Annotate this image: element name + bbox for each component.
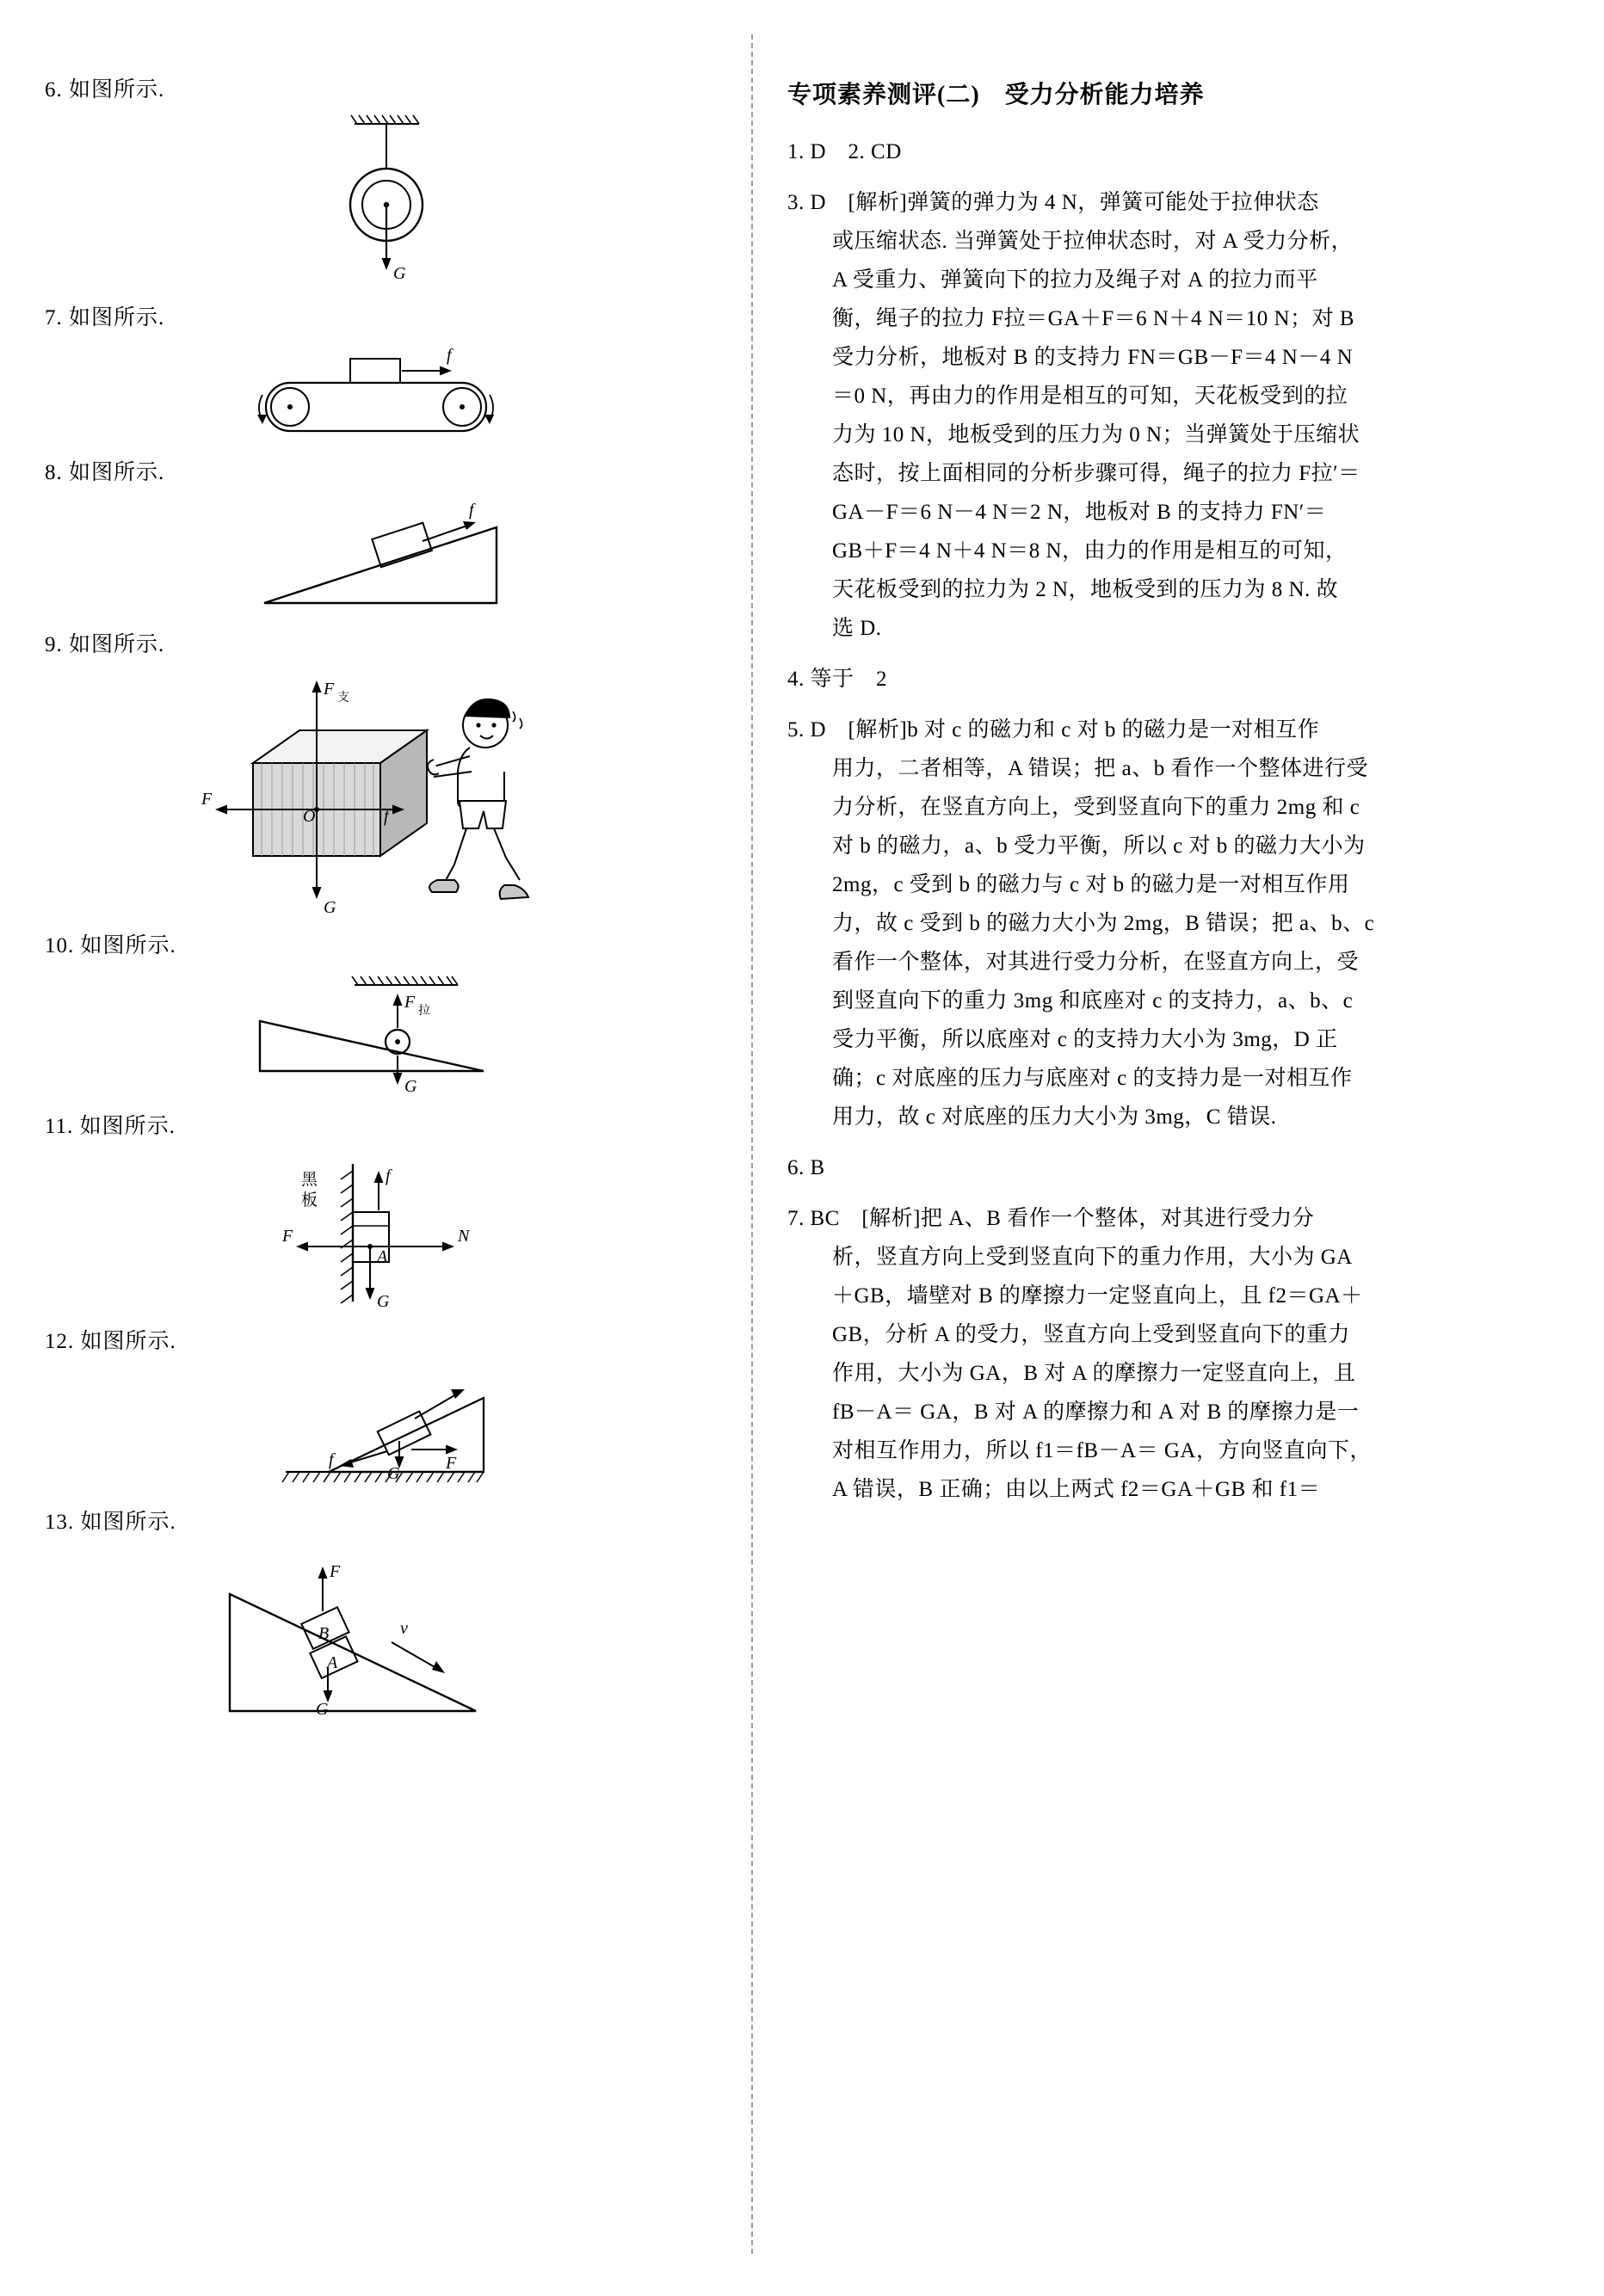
list-item [45,304,725,450]
figure-label: F [324,680,335,699]
list-item [45,1508,725,1740]
figure-label: f [384,807,389,826]
list-item [45,459,725,622]
answer-3-l1: 或压缩状态. 当弹簧处于拉伸状态时，对 A 受力分析， [832,230,1354,253]
left-column [45,76,725,1749]
answer-6 [787,1148,1562,1187]
answer-5-l4: 2mg，c 受到 b 的磁力与 c 对 b 的磁力是一对相互作用 [832,873,1350,896]
figure-incline-two-blocks [45,1542,725,1740]
figure-label: F [330,1562,341,1581]
list-item [45,76,725,295]
answer-5 [787,711,1562,1136]
figure-label: B [318,1624,330,1643]
answer-3-l5: ＝0 N，再由力的作用是相互的可知，天花板受到的拉 [832,385,1348,408]
figure-label: f [447,346,452,365]
answer-7-l0: 7. BC [解析]把 A、B 看作一个整体，对其进行受力分 [787,1207,1315,1230]
right-column [787,76,1562,1521]
list-item [45,932,725,1104]
figure-label: f [329,1450,334,1469]
figure-label: N [458,1227,470,1246]
answer-3-l11: 选 D. [832,617,882,640]
figure-label: G [377,1292,390,1311]
figure-label: G [393,264,406,283]
figure-label: G [387,1464,400,1483]
item-label-10: 10. 如图所示. [45,934,176,957]
figure-label: G [324,898,336,917]
answer-5-l1: 用力，二者相等，A 错误；把 a、b 看作一个整体进行受 [832,757,1369,780]
figure-label: 拉 [418,1005,430,1018]
answer-3-l10: 天花板受到的拉力为 2 N，地板受到的压力为 8 N. 故 [832,578,1339,601]
answer-7-l3: GB，分析 A 的受力，竖直方向上受到竖直向下的重力 [832,1323,1350,1346]
figure-label: f [469,501,474,520]
figure-person-pushing-box [45,665,725,923]
answer-3-l7: 态时，按上面相同的分析步骤可得，绳子的拉力 F拉′＝ [832,462,1360,485]
answer-5-l2: 力分析，在竖直方向上，受到竖直向下的重力 2mg 和 c [832,796,1360,819]
answer-7-l6: 对相互作用力，所以 f1＝fB－A＝ GA，方向竖直向下， [832,1439,1372,1462]
answer-5-l0: 5. D [解析]b 对 c 的磁力和 c 对 b 的磁力是一对相互作 [787,718,1320,742]
item-label-11: 11. 如图所示. [45,1115,176,1138]
figure-label: f [386,1166,391,1185]
answer-3-l6: 力为 10 N，地板受到的压力为 0 N；当弹簧处于压缩状 [832,423,1360,446]
page-title: 专项素养测评(二) 受力分析能力培养 [787,82,1205,108]
answer-3-l9: GB＋F＝4 N＋4 N＝8 N，由力的作用是相互的可知， [832,539,1348,563]
answer-5-l5: 力，故 c 受到 b 的磁力大小为 2mg，B 错误；把 a、b、c [832,912,1375,935]
list-item [45,1112,725,1319]
answer-7 [787,1199,1562,1509]
list-item [45,631,725,923]
figure-label: F [282,1227,293,1246]
answer-6-text: 6. B [787,1156,825,1179]
figure-label: F [201,790,213,809]
answer-1-text: 1. D 2. CD [787,140,902,163]
column-divider [751,34,753,2254]
figure-pulley-hanging-ball [45,110,725,295]
answer-5-l10: 用力，故 c 对底座的压力大小为 3mg，C 错误. [832,1105,1277,1129]
answer-7-l7: A 错误，B 正确；由以上两式 f2＝GA＋GB 和 f1＝ [832,1478,1321,1501]
answer-4-text: 4. 等于 2 [787,668,888,691]
figure-label: v [400,1619,408,1638]
figure-label: F [446,1454,457,1473]
figure-blackboard-eraser [45,1147,725,1319]
figure-label: G [404,1077,417,1096]
item-label-9: 9. 如图所示. [45,633,165,656]
answer-3-l8: GA－F＝6 N－4 N＝2 N，地板对 B 的支持力 FN′＝ [832,501,1327,524]
answer-3-l3: 衡，绳子的拉力 F拉＝GA＋F＝6 N＋4 N＝10 N；对 B [832,307,1355,330]
item-label-8: 8. 如图所示. [45,461,165,484]
figure-label: 板 [301,1191,318,1210]
figure-incline-block-pushed-up [45,1362,725,1499]
answer-7-l1: 析，竖直方向上受到竖直向下的重力作用，大小为 GA [832,1246,1353,1269]
answer-5-l7: 到竖直向下的重力 3mg 和底座对 c 的支持力，a、b、c [832,989,1354,1013]
figure-label: F [404,993,416,1012]
answer-7-l4: 作用，大小为 GA，B 对 A 的摩擦力一定竖直向上，且 [832,1362,1356,1385]
answer-5-l3: 对 b 的磁力，a、b 受力平衡，所以 c 对 b 的磁力大小为 [832,834,1366,858]
figure-label: O [303,807,316,826]
answer-5-l9: 确；c 对底座的压力与底座对 c 的支持力是一对相互作 [832,1067,1353,1090]
item-label-6: 6. 如图所示. [45,78,165,102]
figure-label: A [377,1247,388,1266]
answer-3-l0: 3. D [解析]弹簧的弹力为 4 N，弹簧可能处于拉伸状态 [787,191,1319,214]
item-label-12: 12. 如图所示. [45,1330,176,1353]
item-label-7: 7. 如图所示. [45,306,165,329]
answer-3-l4: 受力分析，地板对 B 的支持力 FN＝GB－F＝4 N－4 N [832,346,1354,369]
answer-7-l2: ＋GB，墙壁对 B 的摩擦力一定竖直向上，且 f2＝GA＋ [832,1284,1363,1308]
answer-3 [787,183,1562,648]
list-item [45,1327,725,1499]
figure-conveyor-belt-block [45,338,725,450]
figure-label: 支 [337,692,349,705]
answer-4 [787,660,1562,699]
figure-label: G [316,1700,329,1719]
answer-5-l8: 受力平衡，所以底座对 c 的支持力大小为 3mg，D 正 [832,1028,1338,1051]
answer-5-l6: 看作一个整体，对其进行受力分析，在竖直方向上，受 [832,951,1360,974]
item-label-13: 13. 如图所示. [45,1511,176,1534]
answer-3-l2: A 受重力、弹簧向下的拉力及绳子对 A 的拉力而平 [832,268,1318,292]
figure-label: A [327,1653,338,1672]
answer-7-l5: fB－A＝ GA，B 对 A 的摩擦力和 A 对 B 的摩擦力是一 [832,1400,1360,1424]
figure-wedge-ring-ceiling [45,966,725,1104]
figure-incline-block-friction [45,493,725,622]
figure-label: 黑 [301,1171,318,1189]
answer-1 [787,132,1562,171]
